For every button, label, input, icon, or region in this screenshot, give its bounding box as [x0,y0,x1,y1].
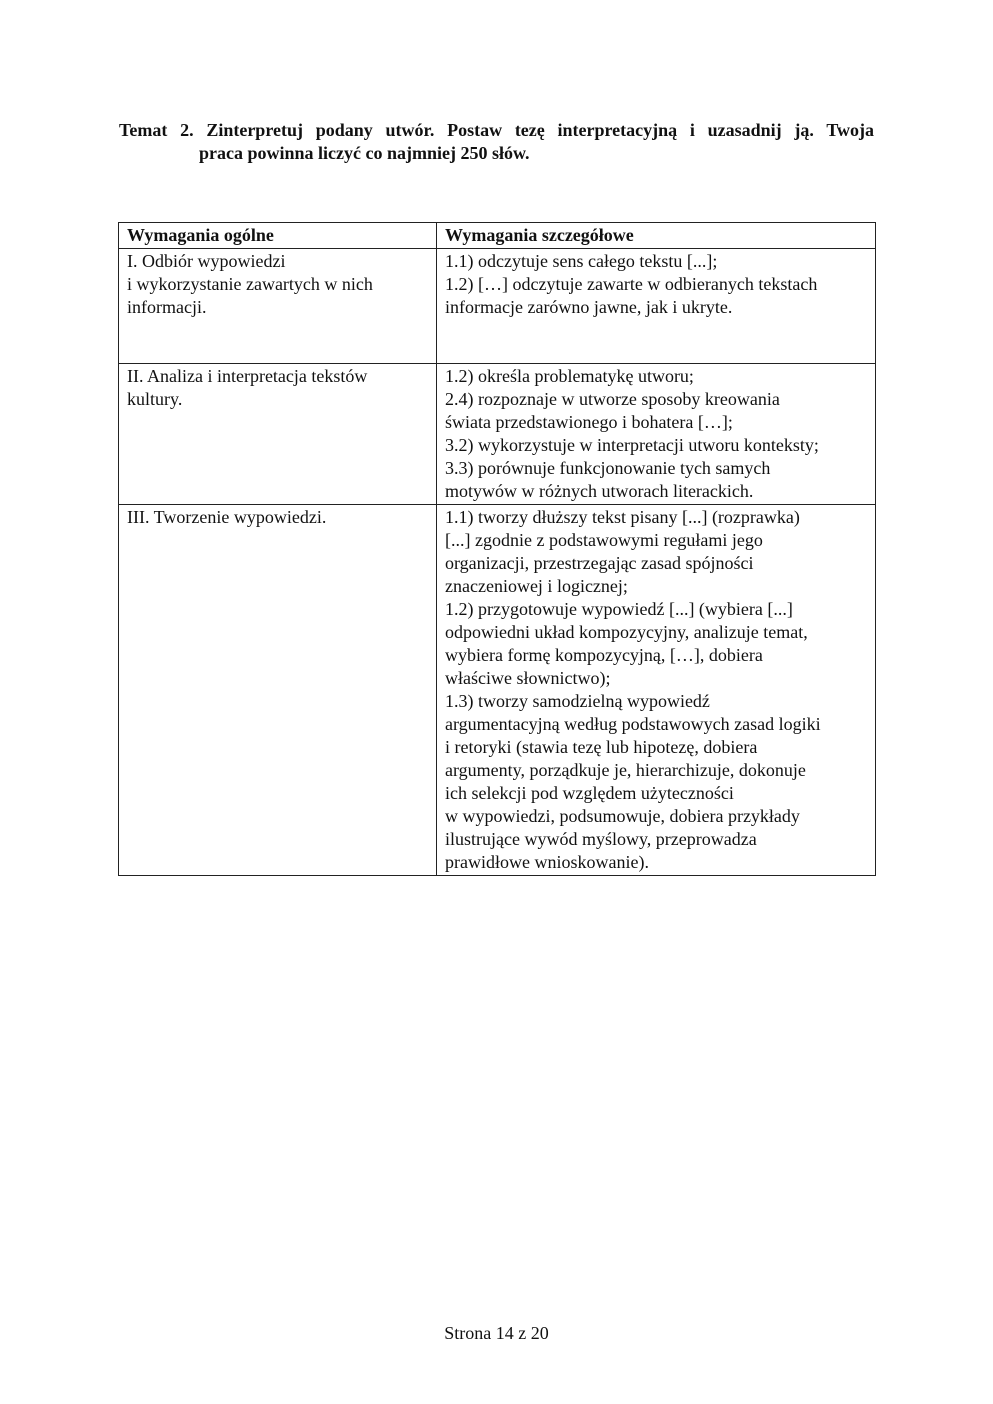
cell-line: informacje zarówno jawne, jak i ukryte. [445,297,733,317]
topic-line-2: praca powinna liczyć co najmniej 250 słów. [199,143,530,163]
cell-line: ilustrujące wywód myślowy, przeprowadza [445,829,757,849]
cell-line: I. Odbiór wypowiedzi [127,251,286,271]
topic-heading [119,119,874,165]
cell-line: 1.2) określa problematykę utworu; [445,366,694,386]
cell-line: 1.2) przygotowuje wypowiedź [...] (wybiera [...] [445,599,793,619]
cell-line: wybiera formę kompozycyjną, […], dobiera [445,645,763,665]
cell-line: świata przedstawionego i bohatera […]; [445,412,733,432]
cell-line: odpowiedni układ kompozycyjny, analizuje temat, [445,622,808,642]
table-row [119,364,876,505]
cell-line: znaczeniowej i logicznej; [445,576,628,596]
cell-line: w wypowiedzi, podsumowuje, dobiera przykłady [445,806,800,826]
general-requirement-cell [119,505,437,876]
cell-line: prawidłowe wnioskowanie). [445,852,649,872]
cell-line: III. Tworzenie wypowiedzi. [127,507,327,527]
cell-line: 2.4) rozpoznaje w utworze sposoby kreowania [445,389,780,409]
table-row [119,505,876,876]
general-requirement-cell [119,249,437,364]
cell-line: 3.2) wykorzystuje w interpretacji utworu konteksty; [445,435,819,455]
topic-line-1: Temat 2. Zinterpretuj podany utwór. Postaw tezę interpretacyjną i uzasadnij ją. Twoja [119,120,874,140]
cell-line: 1.1) tworzy dłuższy tekst pisany [...] (rozprawka) [445,507,800,527]
cell-line: 1.3) tworzy samodzielną wypowiedź [445,691,710,711]
cell-line: właściwe słownictwo); [445,668,611,688]
cell-line: [...] zgodnie z podstawowymi regułami jego [445,530,763,550]
requirements-table [118,222,876,876]
cell-line: informacji. [127,297,207,317]
cell-line: 1.1) odczytuje sens całego tekstu [...]; [445,251,718,271]
general-requirement-cell [119,364,437,505]
header-specific-requirements: Wymagania szczegółowe [437,223,876,249]
cell-line: argumenty, porządkuje je, hierarchizuje, dokonuje [445,760,806,780]
cell-line: i wykorzystanie zawartych w nich [127,274,373,294]
cell-line: argumentacyjną według podstawowych zasad logiki [445,714,821,734]
specific-requirement-cell [437,364,876,505]
cell-line: i retoryki (stawia tezę lub hipotezę, dobiera [445,737,758,757]
table-row [119,249,876,364]
cell-line: organizacji, przestrzegając zasad spójności [445,553,754,573]
cell-line: 1.2) […] odczytuje zawarte w odbieranych tekstach [445,274,818,294]
cell-line: motywów w różnych utworach literackich. [445,481,754,501]
cell-line: ich selekcji pod względem użyteczności [445,783,734,803]
specific-requirement-cell [437,505,876,876]
cell-line: kultury. [127,389,183,409]
page-number: Strona 14 z 20 [444,1323,549,1343]
cell-line: 3.3) porównuje funkcjonowanie tych samych [445,458,771,478]
cell-line: II. Analiza i interpretacja tekstów [127,366,368,386]
header-general-requirements: Wymagania ogólne [119,223,437,249]
table-header-row [119,223,876,249]
specific-requirement-cell [437,249,876,364]
